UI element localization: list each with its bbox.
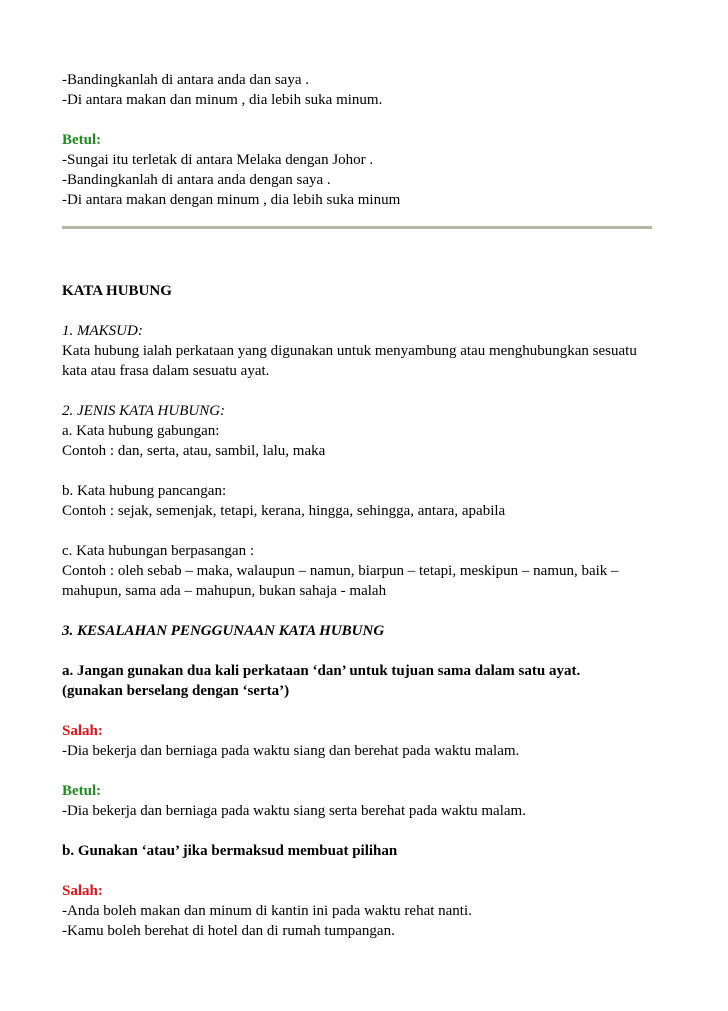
jenis-b-example: Contoh : sejak, semenjak, tetapi, kerana, hingga, sehingga, antara, apabila <box>62 503 506 519</box>
kesalahan-heading: 3. KESALAHAN PENGGUNAAN KATA HUBUNG <box>62 623 385 639</box>
betul-a-text: -Dia bekerja dan berniaga pada waktu siang serta berehat pada waktu malam. <box>62 803 526 819</box>
text-line: -Bandingkanlah di antara anda dengan saya . <box>62 172 331 188</box>
maksud-text: Kata hubung ialah perkataan yang digunakan untuk menyambung atau menghubungkan sesuatu kata atau frasa dalam sesuatu ayat. <box>62 343 637 379</box>
jenis-a-example: Contoh : dan, serta, atau, sambil, lalu, maka <box>62 443 326 459</box>
text-line: -Sungai itu terletak di antara Melaka dengan Johor . <box>62 152 374 168</box>
rule-a-line2: (gunakan berselang dengan ‘serta’) <box>62 683 290 699</box>
document-page <box>62 70 662 941</box>
jenis-a-label: a. Kata hubung gabungan: <box>62 423 220 439</box>
text-line: -Di antara makan dan minum , dia lebih suka minum. <box>62 92 383 108</box>
betul-label: Betul: <box>62 132 102 148</box>
text-line: -Bandingkanlah di antara anda dan saya . <box>62 72 309 88</box>
jenis-heading: 2. JENIS KATA HUBUNG: <box>62 403 226 419</box>
rule-b: b. Gunakan ‘atau’ jika bermaksud membuat pilihan <box>62 843 398 859</box>
salah-a-text: -Dia bekerja dan berniaga pada waktu siang dan berehat pada waktu malam. <box>62 743 520 759</box>
salah-b-text: -Kamu boleh berehat di hotel dan di rumah tumpangan. <box>62 923 395 939</box>
salah-label: Salah: <box>62 723 103 739</box>
jenis-c-label: c. Kata hubungan berpasangan : <box>62 543 255 559</box>
section-title: KATA HUBUNG <box>62 283 172 299</box>
jenis-c-example: Contoh : oleh sebab – maka, walaupun – namun, biarpun – tetapi, meskipun – namun, baik – mahupun, sama ada – mahupun, bukan sahaja - malah <box>62 563 619 599</box>
jenis-b-label: b. Kata hubung pancangan: <box>62 483 227 499</box>
text-line: -Di antara makan dengan minum , dia lebih suka minum <box>62 192 401 208</box>
rule-a-line1: a. Jangan gunakan dua kali perkataan ‘dan’ untuk tujuan sama dalam satu ayat. <box>62 663 581 679</box>
maksud-heading: 1. MAKSUD: <box>62 323 143 339</box>
salah-label: Salah: <box>62 883 103 899</box>
betul-label: Betul: <box>62 783 102 799</box>
salah-b-text: -Anda boleh makan dan minum di kantin ini pada waktu rehat nanti. <box>62 903 472 919</box>
